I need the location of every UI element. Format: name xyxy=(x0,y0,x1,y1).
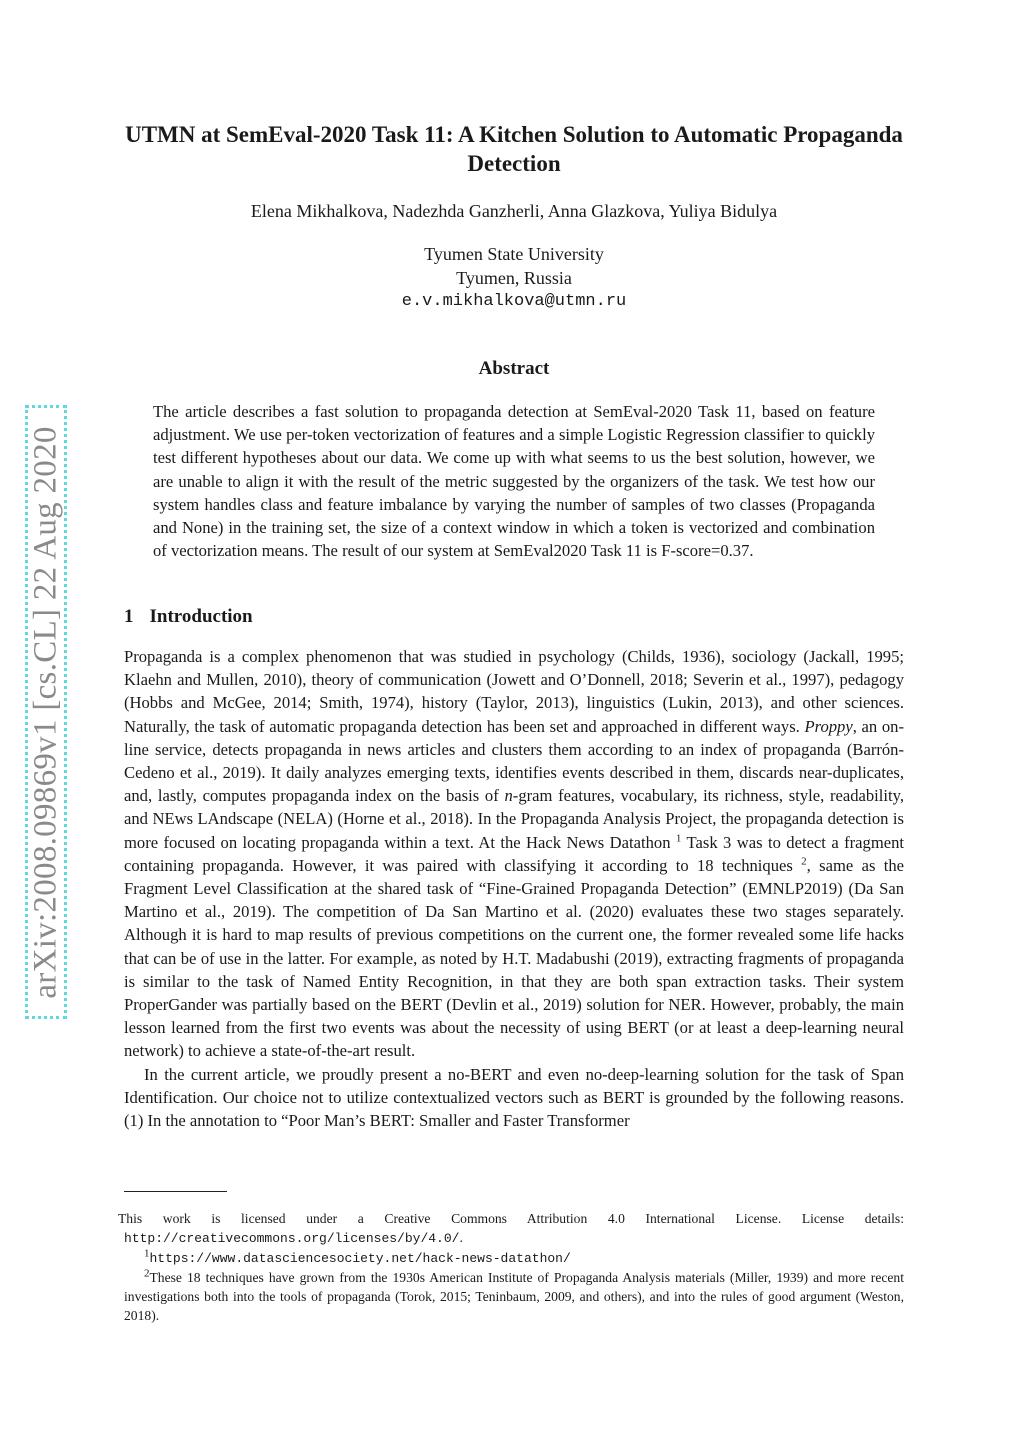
author-email: e.v.mikhalkova@utmn.ru xyxy=(401,292,627,311)
footnote-1 xyxy=(124,1248,904,1268)
footnotes xyxy=(118,1209,904,1325)
license-footnote xyxy=(118,1209,904,1248)
license-link[interactable]: http://creativecommons.org/licenses/by/4.0/ xyxy=(124,1231,460,1246)
author-list: Elena Mikhalkova, Nadezhda Ganzherli, Anna Glazkova, Yuliya Bidulya xyxy=(250,201,778,221)
footnote-ref-1[interactable]: 1 xyxy=(675,832,682,845)
abstract-text: The article describes a fast solution to propaganda detection at SemEval-2020 Task 11, based on feature adjustment. We use per-token vectorization of features and a simple Logistic Regression classifier to quickly test different hypotheses about our data. We come up with what seems to us the best solution, however, we are unable to align it with the result of the metric suggested by the organizers of the task. We test how our system handles class and feature imbalance by varying the number of samples of two classes (Propaganda and None) in the training set, the size of a context window in which a token is vectorized and combination of vectorization means. The result of our system at SemEval2020 Task 11 is F-score=0.37. xyxy=(153,402,875,561)
intro-p1-text-d: Task 3 was to detect a fragment containing propaganda. However, it was paired with classifying it according to 18 techniques xyxy=(124,832,904,875)
proppy-term: Proppy xyxy=(804,716,853,736)
arxiv-stamp xyxy=(25,405,67,1019)
intro-paragraph-1 xyxy=(124,645,904,1063)
section-number: 1 xyxy=(124,606,134,627)
intro-paragraph-2: In the current article, we proudly present a no-BERT and even no-deep-learning solution for the task of Span Identification. Our choice not to utilize contextualized vectors such as BERT is grounded by the following reasons. (1) In the annotation to “Poor Man’s BERT: Smaller and Faster Transformer xyxy=(124,1064,904,1131)
footnote-divider xyxy=(124,1191,227,1192)
arxiv-id: arXiv:2008.09869v1 [cs.CL] 22 Aug 2020 xyxy=(27,425,64,999)
footnote-1-link[interactable]: https://www.datasciencesociety.net/hack-news-datathon/ xyxy=(149,1251,571,1266)
intro-p1-text-b: , an on-line service, detects propaganda in news articles and clusters them according to an index of propaganda (Barrón-Cedeno et al., 2019). It daily analyzes emerging texts, identifies events described in them, discards near-duplicates, and, lastly, computes propaganda index on the basis of xyxy=(124,716,904,806)
n-gram-variable: n xyxy=(504,786,513,806)
license-text: This work is licensed under a Creative Commons Attribution 4.0 International License. License details: xyxy=(118,1211,904,1226)
footnote-2 xyxy=(124,1268,904,1325)
affiliation-block xyxy=(124,242,904,314)
intro-p1-text-a: Propaganda is a complex phenomenon that was studied in psychology (Childs, 1936), sociology (Jackall, 1995; Klaehn and Mullen, 2010), theory of communication (Jowett and O’Donnell, 2018; Severin et al., 1997), pedagogy (Hobbs and McGee, 2014; Smith, 1974), history (Taylor, 2013), linguistics (Lukin, 2013), and other sciences. Naturally, the task of automatic propaganda detection has been set and approached in different ways. xyxy=(124,647,904,736)
institution: Tyumen State University xyxy=(424,244,604,264)
intro-p1-text-e: , same as the Fragment Level Classification at the shared task of “Fine-Grained Propaganda Detection” (EMNLP2019) (Da San Martino et al., 2019). The competition of Da San Martino et al. (2020) evaluates these two stages separately. Although it is hard to map results of previous competitions on the current one, the former revealed some life hacks that can be of use in the latter. For example, as noted by H.T. Madabushi (2019), extracting fragments of propaganda is similar to the task of Named Entity Recognition, in that they are both span extraction tasks. Their system ProperGander was partially based on the BERT (Devlin et al., 2019) solution for NER. However, probably, the main lesson learned from the first two events was about the necessity of using BERT (or at least a deep-learning neural network) to achieve a state-of-the-art result. xyxy=(124,855,904,1061)
footnote-2-text: These 18 techniques have grown from the 1930s American Institute of Propaganda Analysis materials (Miller, 1939) and more recent investigations both into the tools of propaganda (Torok, 2015; Teninbaum, 2009, and others), and into the rules of good argument (Weston, 2018). xyxy=(124,1270,904,1323)
section-title: Introduction xyxy=(149,606,253,627)
license-end: . xyxy=(459,1230,463,1245)
section-heading-introduction xyxy=(124,605,253,629)
paper-title: UTMN at SemEval-2020 Task 11: A Kitchen Solution to Automatic Propaganda Detection xyxy=(125,122,903,176)
abstract-heading: Abstract xyxy=(478,358,550,379)
location: Tyumen, Russia xyxy=(456,268,572,288)
intro-p1-text-c: -gram features, vocabulary, its richness, style, readability, and NEws LAndscape (NELA) (Horne et al., 2018). In the Propaganda Analysis Project, the propaganda detection is more focused on locating propaganda within a text. At the Hack News Datathon xyxy=(124,786,904,852)
footnote-1-mark: 1 xyxy=(144,1247,150,1260)
footnote-ref-2[interactable]: 2 xyxy=(801,855,807,868)
footnote-2-mark: 2 xyxy=(144,1267,150,1280)
introduction-body xyxy=(124,645,904,1132)
